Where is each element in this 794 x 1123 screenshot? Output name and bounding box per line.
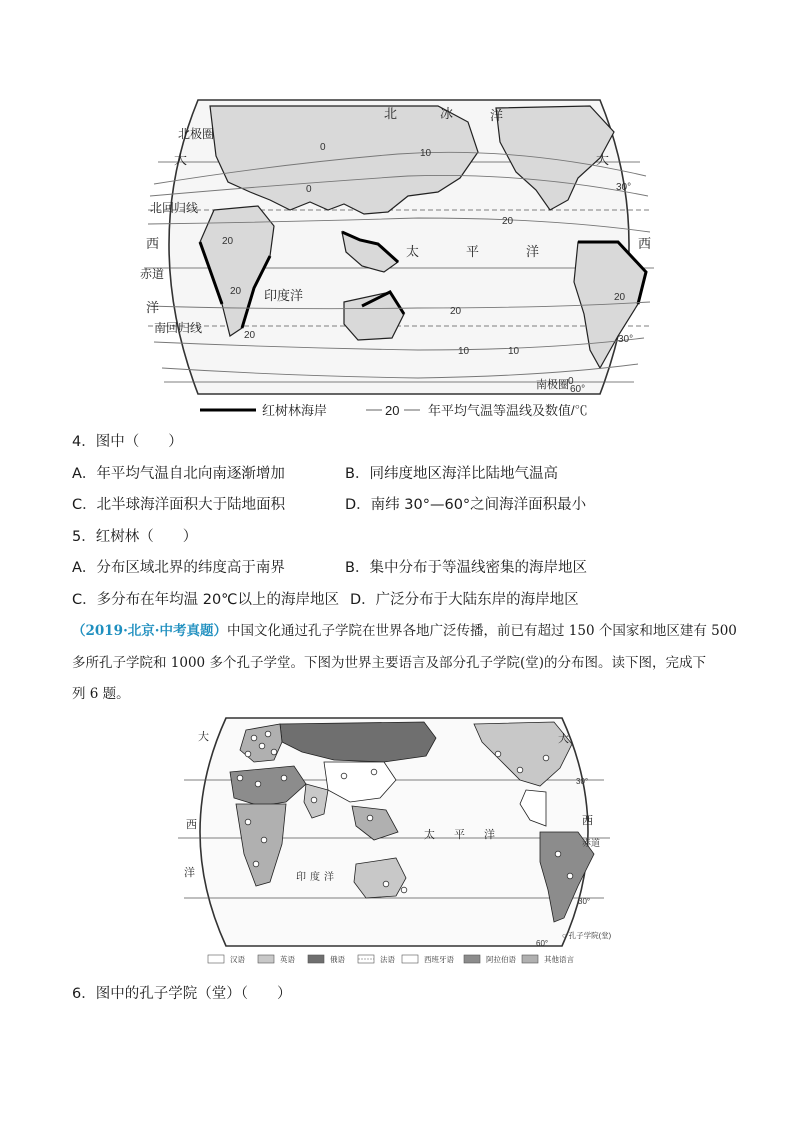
q4-option-a: A．年平均气温自北向南逐渐增加 — [72, 466, 285, 482]
intro-line-1 — [72, 621, 737, 641]
confucius-point — [245, 819, 251, 825]
confucius-point — [555, 851, 561, 857]
confucius-point — [383, 881, 389, 887]
lat-label: 北极圈 — [178, 127, 215, 141]
confucius-point — [401, 887, 407, 893]
ocean-label: 大 — [596, 153, 610, 168]
legend-swatch-chinese — [208, 955, 224, 963]
confucius-point — [517, 767, 523, 773]
temperature-mangrove-map — [138, 92, 660, 422]
ocean-label: 西 — [146, 237, 160, 252]
deg-label: 30° — [616, 182, 632, 193]
legend-mangrove-text: 红树林海岸 — [262, 403, 328, 418]
map2-ocean-label: 洋 — [484, 828, 495, 841]
confucius-point — [367, 815, 373, 821]
confucius-point — [259, 743, 265, 749]
q5-option-b: B．集中分布于等温线密集的海岸地区 — [345, 560, 587, 576]
legend-swatch-arabic — [464, 955, 480, 963]
legend-label: 俄语 — [330, 955, 345, 964]
deg-label: 60° — [570, 384, 586, 395]
q4-stem: 4．图中（ ） — [72, 434, 183, 450]
ocean-label: 北 — [384, 107, 398, 122]
iso-label: 10 — [458, 346, 470, 357]
map2-ocean-label: 印 — [296, 872, 306, 883]
iso-label: 0 — [320, 142, 326, 153]
ocean-label: 大 — [174, 153, 188, 168]
map2-ocean-label: 平 — [454, 828, 465, 841]
iso-label: 20 — [502, 216, 514, 227]
iso-label: 20 — [614, 292, 626, 303]
confucius-point — [245, 751, 251, 757]
q5-option-a: A．分布区域北界的纬度高于南界 — [72, 560, 285, 576]
ocean-label: 平 — [466, 245, 480, 260]
ocean-label: 洋 — [490, 109, 504, 124]
iso-label: 10 — [420, 148, 432, 159]
confucius-point — [253, 861, 259, 867]
legend-swatch-other — [522, 955, 538, 963]
ocean-label: 印度洋 — [264, 289, 304, 304]
confucius-point — [255, 781, 261, 787]
ocean-label: 洋 — [526, 245, 540, 260]
legend-label: 西班牙语 — [424, 955, 454, 964]
intro-line-3: 列 6 题。 — [72, 686, 130, 702]
confucius-point — [543, 755, 549, 761]
ocean-label: 太 — [406, 245, 420, 260]
map2-ocean-label: 洋 — [184, 866, 195, 879]
deg-label: 30° — [618, 334, 634, 345]
legend-swatch-spanish — [402, 955, 418, 963]
map2-ocean-label: 大 — [558, 732, 569, 745]
map2-ocean-label: 洋 — [324, 872, 334, 883]
iso-label: 20 — [222, 236, 234, 247]
map2-ocean-label: 西 — [186, 818, 197, 831]
map2-ocean-label: 太 — [424, 828, 435, 841]
map2-deg-label: 60° — [536, 939, 549, 948]
lat-label: 赤道 — [140, 267, 165, 281]
confucius-point — [281, 775, 287, 781]
map2-legend — [208, 954, 574, 964]
confucius-point — [311, 797, 317, 803]
legend-label: 阿拉伯语 — [486, 955, 516, 964]
lat-label: 南回归线 — [154, 321, 203, 335]
confucius-point — [341, 773, 347, 779]
confucius-point — [265, 731, 271, 737]
lat-label: 北回归线 — [150, 201, 199, 215]
map2-ocean-label: 度 — [310, 872, 320, 883]
map2-equator-label: 赤道 — [582, 838, 601, 848]
map2-deg-label: 30° — [578, 897, 591, 906]
confucius-point — [567, 873, 573, 879]
iso-label: 0 — [306, 184, 312, 195]
q5-stem: 5．红树林（ ） — [72, 529, 198, 545]
iso-label: 0 — [568, 376, 574, 387]
q4-option-c: C．北半球海洋面积大于陆地面积 — [72, 497, 286, 513]
q6-stem: 6．图中的孔子学院（堂）（ ） — [72, 986, 292, 1002]
map2-ocean-label: 西 — [582, 814, 593, 827]
q4-option-b: B．同纬度地区海洋比陆地气温高 — [345, 466, 558, 482]
confucius-point — [251, 735, 257, 741]
map2-deg-label: 30° — [576, 777, 589, 786]
q5-option-d: D．广泛分布于大陆东岸的海岸地区 — [350, 592, 579, 608]
legend-swatch-russian — [308, 955, 324, 963]
q5-option-c: C．多分布在年均温 20℃以上的海岸地区 — [72, 592, 339, 608]
q4-option-d: D．南纬 30°—60°之间海洋面积最小 — [345, 497, 587, 513]
ocean-label: 冰 — [440, 107, 454, 122]
confucius-point — [495, 751, 501, 757]
map2-ocean-label: 大 — [198, 730, 209, 743]
region-australia — [354, 858, 406, 898]
ocean-label: 洋 — [146, 301, 160, 316]
iso-label: 10 — [508, 346, 520, 357]
legend-label: 汉语 — [230, 955, 245, 964]
map2-point-legend: ○ 孔子学院(堂) — [562, 931, 612, 940]
intro-text-1: 中国文化通过孔子学院在世界各地广泛传播，前已有超过 150 个国家和地区建有 500 — [226, 623, 737, 639]
intro-line-2: 多所孔子学院和 1000 多个孔子学堂。下图为世界主要语言及部分孔子学院(堂)的分布图。读下图，完成下 — [72, 655, 706, 671]
confucius-point — [261, 837, 267, 843]
confucius-point — [371, 769, 377, 775]
language-confucius-map — [174, 714, 614, 970]
legend-label: 法语 — [380, 955, 395, 964]
legend-label: 其他语言 — [544, 955, 574, 964]
confucius-point — [271, 749, 277, 755]
iso-label: 20 — [450, 306, 462, 317]
lat-label: 南极圈 — [536, 378, 569, 391]
legend-iso-sample: 20 — [385, 403, 400, 418]
iso-label: 20 — [230, 286, 242, 297]
iso-label: 20 — [244, 330, 256, 341]
source-tag: （2019·北京·中考真题） — [72, 623, 227, 639]
legend-swatch-english — [258, 955, 274, 963]
legend-iso-text: 年平均气温等温线及数值/℃ — [428, 403, 588, 418]
confucius-point — [237, 775, 243, 781]
ocean-label: 西 — [638, 237, 652, 252]
legend-label: 英语 — [280, 955, 295, 964]
